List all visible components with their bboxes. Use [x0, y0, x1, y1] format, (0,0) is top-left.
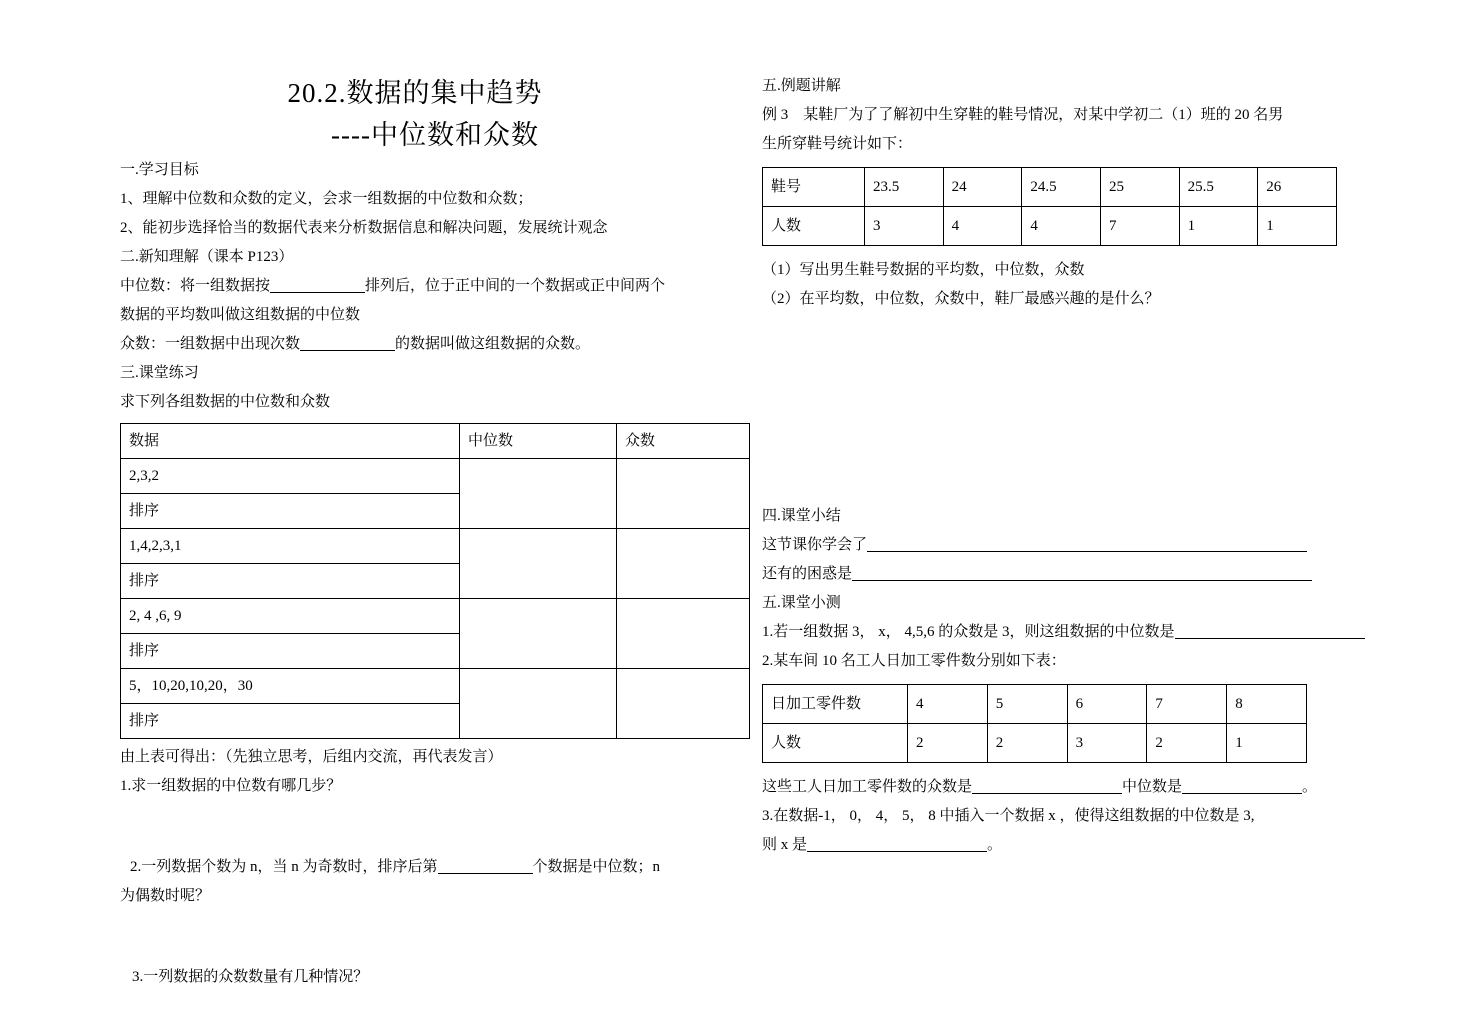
practice-mode-answer-2[interactable]: [617, 529, 750, 599]
parts-value-5: 8: [1227, 685, 1307, 724]
practice-data-1: 2,3,2: [121, 459, 460, 494]
median-definition-blank[interactable]: [270, 292, 365, 293]
parts-table-label-parts: 日加工零件数: [763, 685, 908, 724]
table-row: [763, 207, 1337, 246]
left-question-1: 1.求一组数据的中位数有哪几步？: [120, 778, 342, 794]
heading-new-knowledge: 二.新知理解（课本 P123）: [120, 249, 294, 265]
example-answer-space: [762, 314, 1362, 502]
table-header-row: [121, 424, 750, 459]
quiz-question-2-mode-blank[interactable]: [972, 793, 1122, 794]
practice-mode-answer-3[interactable]: [617, 599, 750, 669]
shoe-count-1: 3: [865, 207, 944, 246]
objective-2: 2、能初步选择恰当的数据代表来分析数据信息和解决问题，发展统计观念: [120, 220, 608, 236]
parts-value-2: 5: [987, 685, 1067, 724]
quiz-question-2-median-blank[interactable]: [1182, 793, 1302, 794]
shoe-size-6: 26: [1258, 168, 1337, 207]
shoe-size-4: 25: [1100, 168, 1179, 207]
summary-question-2-row: [762, 560, 1362, 589]
median-definition-row1: [120, 272, 710, 301]
practice-sort-3: 排序: [121, 634, 460, 669]
summary-question-2-blank[interactable]: [852, 580, 1312, 581]
table-row: [121, 459, 750, 494]
heading-example-explanation: 五.例题讲解: [762, 78, 841, 94]
answer-space-2: [120, 911, 710, 963]
right-top-spacer: [762, 0, 1362, 72]
quiz-question-3-blank[interactable]: [807, 851, 987, 852]
quiz-question-1-row: [762, 618, 1362, 647]
parts-count-4: 2: [1147, 724, 1227, 763]
table-row: [121, 669, 750, 704]
parts-count-3: 3: [1067, 724, 1147, 763]
quiz-question-1-text: 1.若一组数据 3， x， 4,5,6 的众数是 3，则这组数据的中位数是: [762, 624, 1175, 640]
quiz-question-2-prompt: 2.某车间 10 名工人日加工零件数分别如下表：: [762, 653, 1066, 669]
table-row: [121, 599, 750, 634]
left-column: [120, 0, 710, 992]
header-median: 中位数: [460, 424, 617, 459]
parts-value-4: 7: [1147, 685, 1227, 724]
quiz-question-2-answer-row: [762, 773, 1362, 802]
practice-data-4: 5，10,20,10,20，30: [121, 669, 460, 704]
quiz-question-1-blank[interactable]: [1175, 638, 1365, 639]
conclusion-prompt: 由上表可得出：（先独立思考，后组内交流，再代表发言）: [120, 749, 503, 765]
shoe-size-table: [762, 167, 1337, 246]
example-question-1: （1）写出男生鞋号数据的平均数，中位数，众数: [762, 262, 1085, 278]
practice-data-2: 1,4,2,3,1: [121, 529, 460, 564]
shoe-size-3: 24.5: [1022, 168, 1101, 207]
quiz-question-2-answer-text-2: 中位数是: [1122, 779, 1183, 795]
page-title-line2: ----中位数和众数: [331, 120, 539, 150]
parts-table-label-count: 人数: [763, 724, 908, 763]
shoe-count-6: 1: [1258, 207, 1337, 246]
summary-question-2-label: 还有的困惑是: [762, 566, 853, 582]
right-column: [762, 0, 1362, 860]
parts-count-2: 2: [987, 724, 1067, 763]
practice-mode-answer-1[interactable]: [617, 459, 750, 529]
shoe-table-label-count: 人数: [763, 207, 865, 246]
objective-1: 1、理解中位数和众数的定义，会求一组数据的中位数和众数；: [120, 191, 533, 207]
shoe-size-2: 24: [943, 168, 1022, 207]
parts-count-5: 1: [1227, 724, 1307, 763]
practice-table: [120, 423, 750, 739]
parts-value-3: 6: [1067, 685, 1147, 724]
example-text-line2: 生所穿鞋号统计如下：: [762, 136, 913, 152]
header-mode: 众数: [617, 424, 750, 459]
page-title-line1: 20.2.数据的集中趋势: [287, 78, 543, 108]
median-definition-text-1: 中位数：将一组数据按: [120, 278, 271, 294]
header-data: 数据: [121, 424, 460, 459]
practice-data-3: 2, 4 ,6, 9: [121, 599, 460, 634]
practice-median-answer-4[interactable]: [460, 669, 617, 739]
shoe-count-2: 4: [943, 207, 1022, 246]
practice-median-answer-1[interactable]: [460, 459, 617, 529]
example-question-2: （2）在平均数，中位数，众数中，鞋厂最感兴趣的是什么？: [762, 291, 1160, 307]
median-definition-text-2: 排列后，位于正中间的一个数据或正中间两个: [365, 278, 666, 294]
summary-question-1-blank[interactable]: [867, 551, 1307, 552]
table-row: [763, 168, 1337, 207]
example-text-line1: 例 3 某鞋厂为了了解初中生穿鞋的鞋号情况，对某中学初二（1）班的 20 名男: [762, 107, 1284, 123]
left-question-2-row2: 为偶数时呢？: [120, 888, 211, 904]
quiz-question-3-row2: [762, 831, 1362, 860]
shoe-count-5: 1: [1179, 207, 1258, 246]
left-question-2-text-2: 个数据是中位数；n: [532, 859, 661, 875]
parts-count-1: 2: [908, 724, 988, 763]
table-row: [763, 685, 1307, 724]
parts-value-1: 4: [908, 685, 988, 724]
shoe-table-label-size: 鞋号: [763, 168, 865, 207]
mode-definition-blank[interactable]: [300, 350, 395, 351]
heading-class-quiz: 五.课堂小测: [762, 595, 841, 611]
shoe-count-3: 4: [1022, 207, 1101, 246]
practice-sort-4: 排序: [121, 704, 460, 739]
left-question-3: 3.一列数据的众数数量有几种情况？: [132, 969, 369, 985]
mode-definition-text-1: 众数：一组数据中出现次数: [120, 336, 301, 352]
heading-class-practice: 三.课堂练习: [120, 365, 199, 381]
practice-mode-answer-4[interactable]: [617, 669, 750, 739]
mode-definition-row: [120, 330, 710, 359]
summary-question-1-label: 这节课你学会了: [762, 537, 868, 553]
quiz-question-3-text-3: 。: [987, 837, 1003, 853]
median-definition-row2: 数据的平均数叫做这组数据的中位数: [120, 307, 361, 323]
quiz-question-2-answer-text-1: 这些工人日加工零件数的众数是: [762, 779, 973, 795]
practice-sort-2: 排序: [121, 564, 460, 599]
shoe-count-4: 7: [1100, 207, 1179, 246]
practice-sort-1: 排序: [121, 494, 460, 529]
left-question-2-row1: [120, 853, 710, 882]
heading-class-summary: 四.课堂小结: [762, 508, 841, 524]
shoe-size-5: 25.5: [1179, 168, 1258, 207]
practice-median-answer-2[interactable]: [460, 529, 617, 599]
summary-question-1-row: [762, 531, 1362, 560]
daily-parts-table: [762, 684, 1307, 763]
quiz-question-2-answer-text-3: 。: [1302, 779, 1318, 795]
table-row: [121, 529, 750, 564]
quiz-question-3-text-2: 则 x 是: [762, 837, 808, 853]
left-question-2-blank[interactable]: [438, 873, 533, 874]
practice-prompt: 求下列各组数据的中位数和众数: [120, 394, 331, 410]
mode-definition-text-2: 的数据叫做这组数据的众数。: [395, 336, 591, 352]
heading-learning-objectives: 一.学习目标: [120, 162, 199, 178]
quiz-question-3-row1: 3.在数据-1， 0， 4， 5， 8 中插入一个数据 x ，使得这组数据的中位数是 3,: [762, 808, 1255, 824]
answer-space-1: [120, 801, 710, 853]
left-question-2-text-1: 2.一列数据个数为 n，当 n 为奇数时，排序后第: [130, 859, 438, 875]
table-row: [763, 724, 1307, 763]
practice-median-answer-3[interactable]: [460, 599, 617, 669]
shoe-size-1: 23.5: [865, 168, 944, 207]
